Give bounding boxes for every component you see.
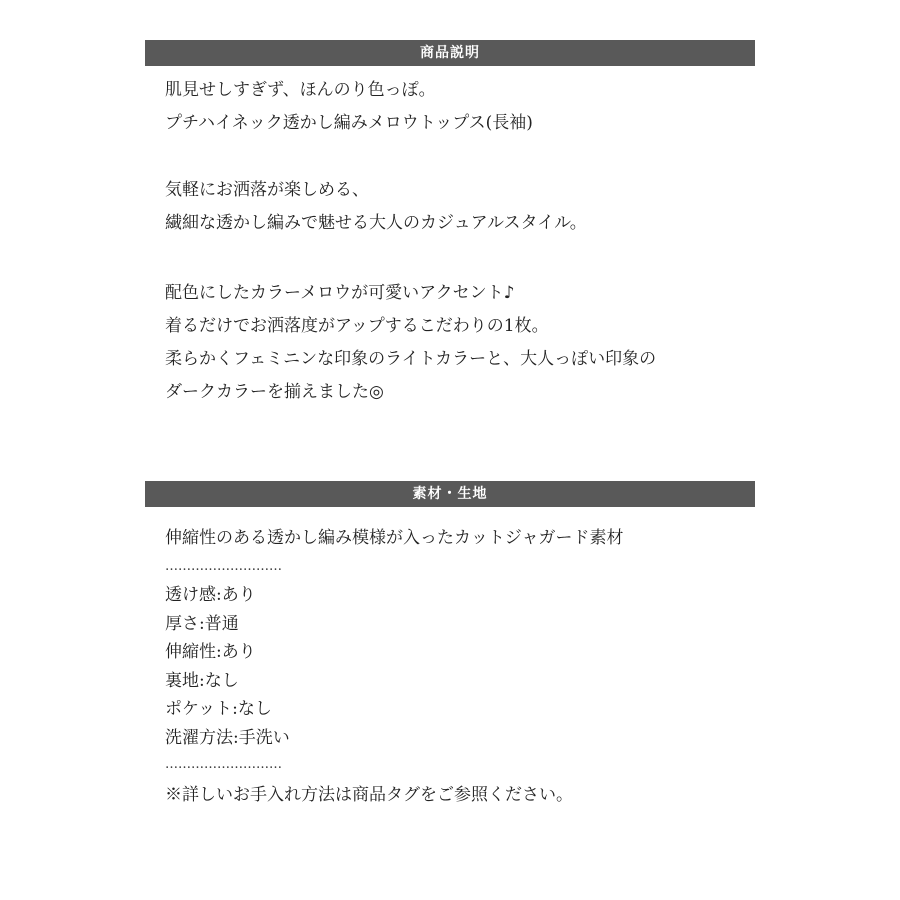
spec-thickness: 厚さ:普通 — [165, 614, 239, 634]
spec-washing: 洗濯方法:手洗い — [165, 728, 290, 748]
description-line: 繊細な透かし編みで魅せる大人のカジュアルスタイル。 — [165, 213, 587, 233]
spec-see-through: 透け感:あり — [165, 585, 256, 605]
dotted-divider: ……………………… — [165, 757, 282, 772]
description-line: 柔らかくフェミニンな印象のライトカラーと、大人っぽい印象の — [165, 349, 657, 369]
description-line: 気軽にお洒落が楽しめる、 — [165, 180, 369, 200]
spec-stretch: 伸縮性:あり — [165, 642, 256, 662]
description-line: 肌見せしすぎず、ほんのり色っぽ。 — [165, 80, 436, 100]
dotted-divider: ……………………… — [165, 559, 282, 574]
description-line: ダークカラーを揃えました◎ — [165, 382, 384, 402]
description-line: 配色にしたカラーメロウが可愛いアクセント♪ — [165, 283, 515, 303]
material-intro: 伸縮性のある透かし編み模様が入ったカットジャガード素材 — [165, 528, 624, 548]
spec-pocket: ポケット:なし — [165, 699, 272, 719]
spec-lining: 裏地:なし — [165, 671, 239, 691]
care-note: ※詳しいお手入れ方法は商品タグをご参照ください。 — [165, 785, 573, 805]
section-header-material: 素材・生地 — [145, 481, 755, 507]
description-line: 着るだけでお洒落度がアップするこだわりの1枚。 — [165, 316, 549, 336]
section-header-description: 商品説明 — [145, 40, 755, 66]
description-line: プチハイネック透かし編みメロウトップス(長袖) — [165, 113, 533, 133]
